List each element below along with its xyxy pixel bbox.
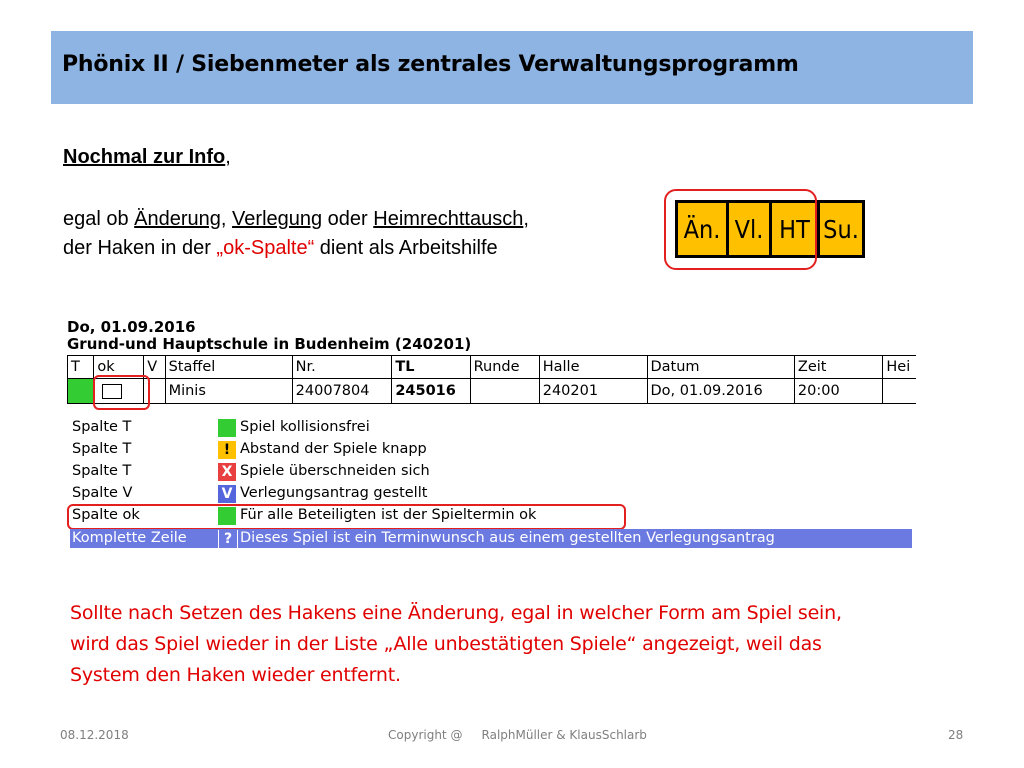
ok-column-highlight: „ok-Spalte“ <box>216 237 315 259</box>
word-aenderung: Änderung <box>134 208 221 230</box>
col-staffel: Staffel <box>165 356 292 379</box>
slide-title: Phönix II / Siebenmeter als zentrales Verwaltungsprogramm <box>62 52 799 77</box>
legend-desc: Spiele überschneiden sich <box>240 463 430 479</box>
suche-button[interactable]: Su. <box>820 203 862 255</box>
info-line1-prefix: egal ob <box>63 208 135 230</box>
col-tl: TL <box>392 356 470 379</box>
tl-cell: 245016 <box>392 379 470 404</box>
col-datum: Datum <box>647 356 794 379</box>
info-heading-line <box>63 146 231 169</box>
hei-cell <box>883 379 916 404</box>
runde-cell <box>470 379 539 404</box>
note-line-1: Sollte nach Setzen des Hakens eine Änderung, egal in welcher Form am Spiel sein, <box>70 602 842 624</box>
col-ok: ok <box>94 356 144 379</box>
footer-copyright: Copyright @ RalphMüller & KlausSchlarb <box>388 728 647 742</box>
question-icon: ? <box>218 530 238 548</box>
table-row[interactable] <box>68 379 917 404</box>
halle-cell: 240201 <box>539 379 647 404</box>
aenderung-button[interactable]: Än. <box>678 203 726 255</box>
game-table <box>67 355 916 404</box>
legend-desc: Für alle Beteiligten ist der Spieltermin ok <box>240 507 537 523</box>
info-line-1 <box>63 208 529 231</box>
col-zeit: Zeit <box>794 356 882 379</box>
info-sep1: , <box>220 208 233 230</box>
footer-date: 08.12.2018 <box>60 728 129 742</box>
green-status-icon <box>218 419 236 437</box>
legend-desc: Verlegungsantrag gestellt <box>240 485 428 501</box>
page-number: 28 <box>948 728 964 742</box>
col-nr: Nr. <box>292 356 392 379</box>
col-halle: Halle <box>539 356 647 379</box>
legend-ok-highlight-box <box>67 504 626 530</box>
legend-desc: Dieses Spiel ist ein Terminwunsch aus einem gestellten Verlegungsantrag <box>240 530 775 546</box>
note-line-2: wird das Spiel wieder in der Liste „Alle unbestätigten Spiele“ angezeigt, weil das <box>70 633 822 655</box>
legend-label: Spalte T <box>72 441 132 457</box>
game-table-header <box>68 356 917 379</box>
legend-desc: Spiel kollisionsfrei <box>240 419 370 435</box>
word-heimrechttausch: Heimrechttausch <box>373 208 524 230</box>
note-line-3: System den Haken wieder entfernt. <box>70 664 401 686</box>
info-heading-comma: , <box>225 146 231 168</box>
col-runde: Runde <box>470 356 539 379</box>
col-v: V <box>144 356 165 379</box>
info-sep2: oder <box>322 208 374 230</box>
status-cell <box>68 379 94 404</box>
legend-label: Spalte T <box>72 419 132 435</box>
datum-cell: Do, 01.09.2016 <box>647 379 794 404</box>
verlegung-button[interactable]: Vl. <box>729 203 769 255</box>
info-line-2 <box>63 237 498 260</box>
legend-label: Komplette Zeile <box>72 530 187 546</box>
nr-cell: 24007804 <box>292 379 392 404</box>
info-line2-suffix: dient als Arbeitshilfe <box>314 237 498 259</box>
game-date-heading: Do, 01.09.2016 <box>67 318 196 336</box>
word-verlegung: Verlegung <box>232 208 323 230</box>
col-hei: Hei <box>883 356 916 379</box>
col-t: T <box>68 356 94 379</box>
legend-label: Spalte V <box>72 485 133 501</box>
legend-label: Spalte T <box>72 463 132 479</box>
warning-icon: ! <box>218 441 236 459</box>
staffel-cell: Minis <box>165 379 292 404</box>
zeit-cell: 20:00 <box>794 379 882 404</box>
button-highlight-circle <box>664 189 817 270</box>
conflict-icon: X <box>218 463 236 481</box>
info-sep3: , <box>523 208 529 230</box>
info-heading: Nochmal zur Info <box>63 146 226 168</box>
info-line2-prefix: der Haken in der <box>63 237 217 259</box>
legend-row-complete <box>70 529 912 548</box>
legend-desc: Abstand der Spiele knapp <box>240 441 427 457</box>
game-venue-heading: Grund-und Hauptschule in Budenheim (240201) <box>67 335 472 353</box>
relocation-icon: V <box>218 485 236 503</box>
heimrecht-button[interactable]: HT <box>772 203 817 255</box>
ok-highlight-box <box>93 375 150 410</box>
legend-label: Spalte ok <box>72 507 140 523</box>
